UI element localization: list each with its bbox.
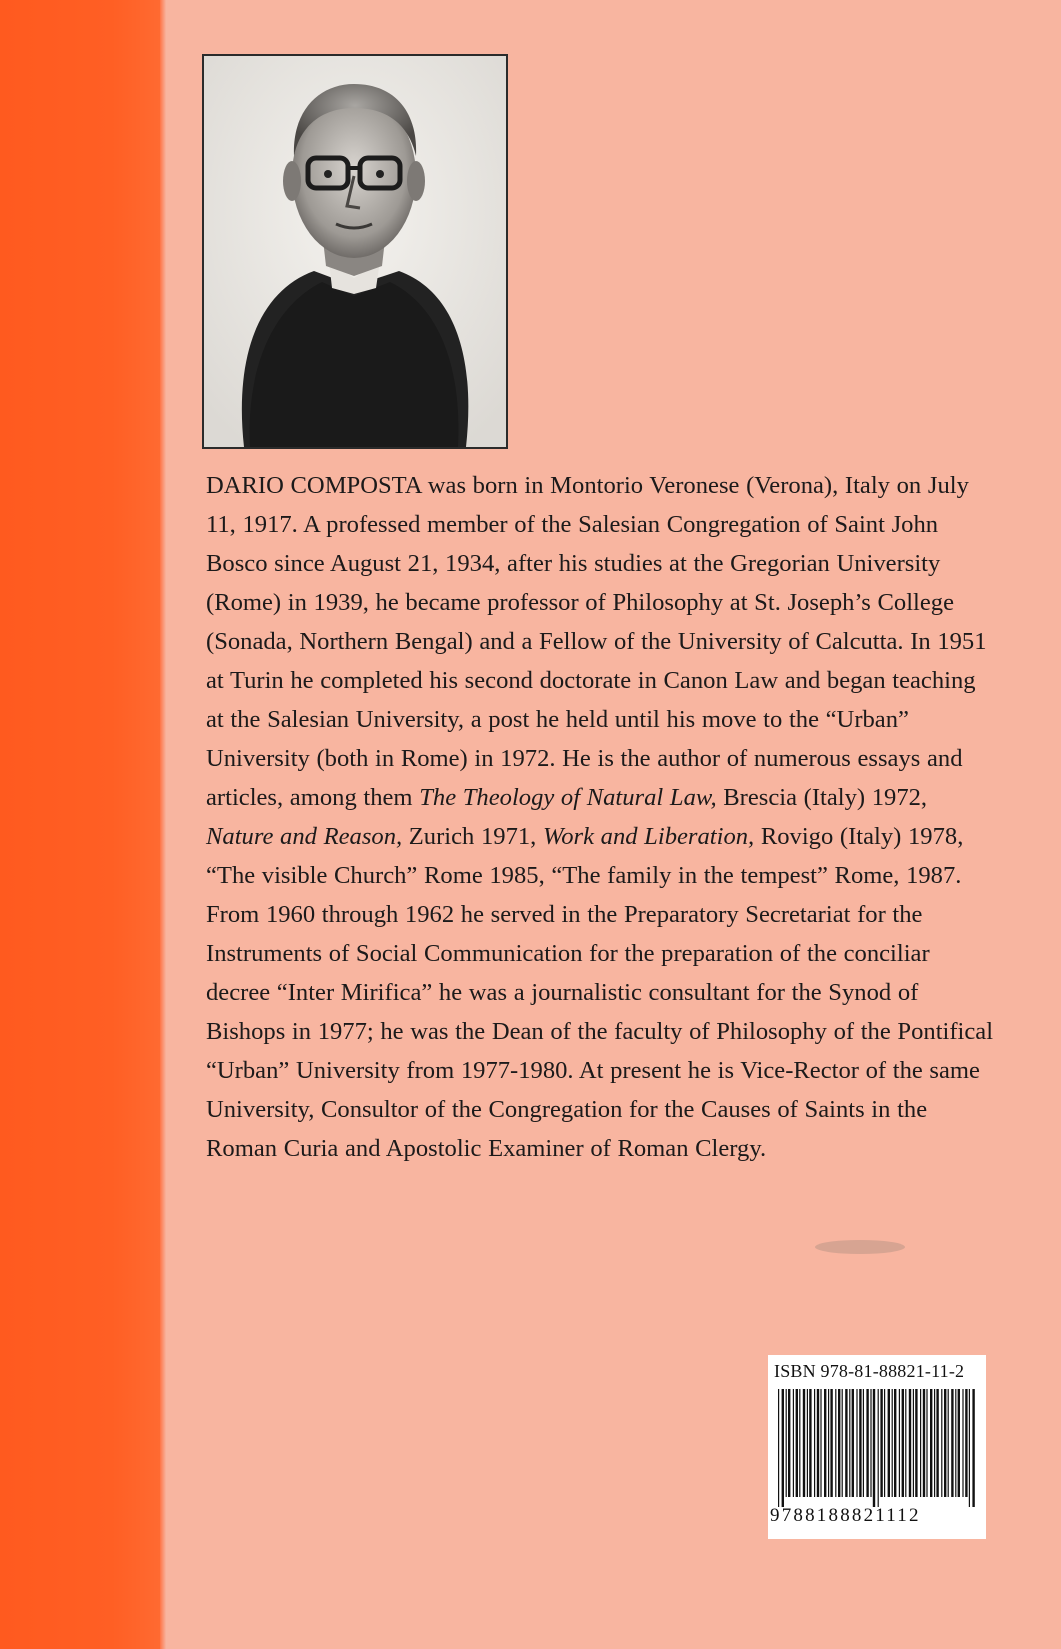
barcode-bar [892, 1389, 893, 1497]
barcode-bar [934, 1389, 935, 1497]
barcode-bar [969, 1389, 970, 1507]
barcode-digits: 9788188821112 [770, 1505, 921, 1526]
barcode-bar [888, 1389, 890, 1497]
bio-text-1: DARIO COMPOSTA was born in Montorio Veronese (Verona), Italy on July 11, 1917. A professed member of the Salesian Congregation of Saint John Bosco since August 21, 1934, after his studies at the Gregorian University (Rome) in 1939, he became professor of Philosophy at St. Joseph’s College (Sonada, Northern Bengal) and a Fellow of the University of Calcutta. In 1951 at Turin he completed his second doctorate in Canon Law and began teaching at the Salesian University, a post he held until his move to the “Urban” University (both in Rome) in 1972. He is the author of numerous essays and articles, among them [206, 472, 987, 811]
barcode-bar [902, 1389, 904, 1497]
barcode-bar [955, 1389, 956, 1497]
barcode-bar [845, 1389, 847, 1497]
barcode-bar [820, 1389, 821, 1497]
barcode-bar [852, 1389, 854, 1497]
barcode-bar [849, 1389, 850, 1497]
barcode-bar [926, 1389, 927, 1497]
barcode-bar [835, 1389, 836, 1497]
barcode-bar [863, 1389, 864, 1497]
bio-text-2: Brescia (Italy) 1972, [716, 784, 928, 811]
book-title-theology: The Theology of Natural Law, [419, 784, 717, 811]
barcode-bar [920, 1389, 921, 1497]
barcode-bar [778, 1389, 779, 1507]
barcode-bar [915, 1389, 917, 1497]
barcode-bar [817, 1389, 819, 1497]
book-title-work: Work and Liberation, [542, 823, 755, 850]
barcode-bar [830, 1389, 832, 1497]
barcode-bar [828, 1389, 829, 1497]
barcode-bar [965, 1389, 967, 1497]
bio-text-4: Rovigo (Italy) 1978, “The visible Church” Rome 1985, “The family in the tempest” Rome, 1987. From 1960 through 1962 he served in the Preparatory Secretariat for the Instruments of Social Communication for the preparation of the conciliar decree “Inter Mirifica” he was a journalistic consultant for the Synod of Bishops in 1977; he was the Dean of the faculty of Philosophy of the Pontifical “Urban” University from 1977-1980. At present he is Vice-Rector of the same University, Consultor of the Congregation for the Causes of Saints in the Roman Curia and Apostolic Examiner of Roman Clergy. [206, 823, 994, 1162]
barcode-bar [799, 1389, 800, 1497]
isbn-barcode-box [768, 1355, 986, 1539]
barcode-bar [958, 1389, 960, 1497]
barcode-bar [972, 1389, 974, 1507]
isbn-label: ISBN 978-81-88821-11-2 [774, 1361, 965, 1381]
barcode-bar [796, 1389, 798, 1497]
barcode-bar [948, 1389, 949, 1497]
book-title-nature: Nature and Reason, [206, 823, 403, 850]
author-biography [206, 466, 996, 1168]
barcode-bar [786, 1389, 787, 1497]
barcode-bar [913, 1389, 914, 1497]
barcode-bar [788, 1389, 790, 1497]
barcode-bar [807, 1389, 808, 1497]
author-photo [202, 54, 508, 449]
barcode-bar [814, 1389, 815, 1497]
barcode-bar [941, 1389, 942, 1497]
barcode-bar [824, 1389, 826, 1497]
barcode-bar [923, 1389, 925, 1497]
barcode-bar [842, 1389, 843, 1497]
barcode-bar [894, 1389, 896, 1497]
barcode-bar [905, 1389, 906, 1497]
book-spine [0, 0, 160, 1649]
barcode-bar [866, 1389, 868, 1497]
barcode-bar [803, 1389, 805, 1497]
barcode-bar [809, 1389, 811, 1497]
barcode-bar [793, 1389, 794, 1497]
stain-mark [815, 1240, 905, 1254]
barcode-bar [951, 1389, 953, 1497]
barcode-bar [856, 1389, 857, 1497]
barcode-bar [880, 1389, 882, 1497]
barcode-bar [838, 1389, 840, 1497]
barcode-bar [873, 1389, 875, 1507]
barcode-bar [859, 1389, 861, 1497]
barcode-bar [909, 1389, 911, 1497]
bio-text-3: Zurich 1971, [402, 823, 543, 850]
barcode-bar [930, 1389, 932, 1497]
barcode-bar [944, 1389, 946, 1497]
barcode-bar [962, 1389, 963, 1497]
barcode-bar [870, 1389, 871, 1497]
barcode-icon [776, 1389, 978, 1507]
barcode-bar [782, 1389, 784, 1507]
barcode-bar [884, 1389, 885, 1497]
barcode-bar [936, 1389, 938, 1497]
author-portrait-icon [204, 56, 506, 447]
barcode-bar [899, 1389, 900, 1497]
barcode-bar [878, 1389, 879, 1507]
